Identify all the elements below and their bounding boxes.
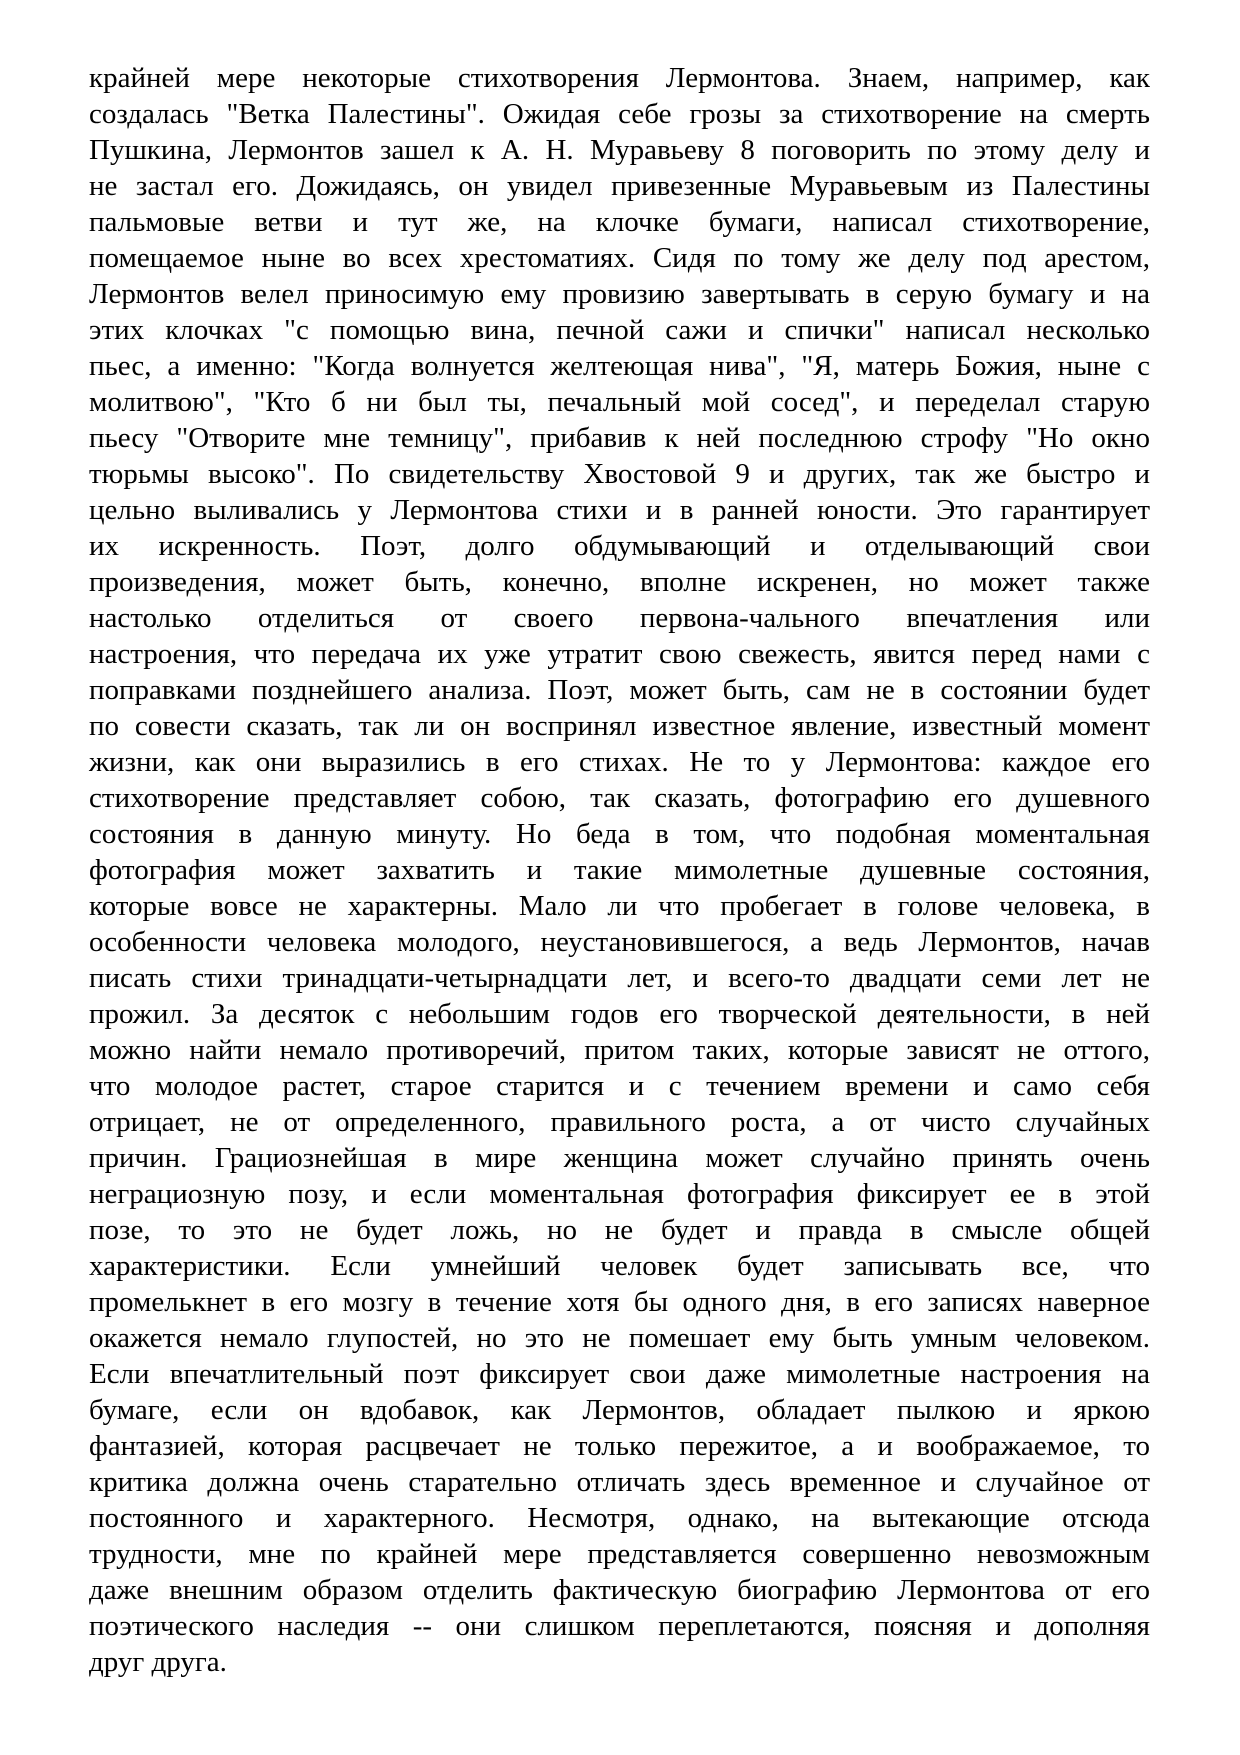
text-line-13: цельно выливались у Лермонтова стихи и в ранней юности. Это гарантирует [89,494,1150,526]
text-line-44: поэтического наследия -- они слишком переплетаются, поясняя и дополняя [89,1610,1150,1642]
text-line-5: пальмовые ветви и тут же, на клочке бумаги, написал стихотворение, [89,206,1150,238]
text-line-9: пьес, а именно: "Когда волнуется желтеющая нива", "Я, матерь Божия, ныне с [89,350,1150,382]
text-line-29: что молодое растет, старое старится и с течением времени и само себя [89,1070,1150,1102]
text-line-22: состояния в данную минуту. Но беда в том, что подобная моментальная [89,818,1150,850]
text-line-8: этих клочках "с помощью вина, печной сажи и спички" написал несколько [89,314,1150,346]
text-line-12: тюрьмы высоко". По свидетельству Хвостовой 9 и других, так же быстро и [89,458,1150,490]
text-line-14: их искренность. Поэт, долго обдумывающий и отделывающий свои [89,530,1150,562]
document-page [89,60,1150,1680]
text-line-23: фотография может захватить и такие мимолетные душевные состояния, [89,854,1150,886]
text-line-18: поправками позднейшего анализа. Поэт, может быть, сам не в состоянии будет [89,674,1150,706]
text-line-43: даже внешним образом отделить фактическую биографию Лермонтова от его [89,1574,1150,1606]
text-line-1: крайней мере некоторые стихотворения Лермонтова. Знаем, например, как [89,62,1150,94]
text-line-3: Пушкина, Лермонтов зашел к А. Н. Муравьеву 8 поговорить по этому делу и [89,134,1150,166]
text-line-30: отрицает, не от определенного, правильного роста, а от чисто случайных [89,1106,1150,1138]
text-line-17: настроения, что передача их уже утратит свою свежесть, явится перед нами с [89,638,1150,670]
text-line-26: писать стихи тринадцати-четырнадцати лет, и всего-то двадцати семи лет не [89,962,1150,994]
text-line-15: произведения, может быть, конечно, вполне искренен, но может также [89,566,1150,598]
text-line-7: Лермонтов велел приносимую ему провизию завертывать в серую бумагу и на [89,278,1150,310]
text-line-19: по совести сказать, так ли он воспринял известное явление, известный момент [89,710,1150,742]
text-line-16: настолько отделиться от своего первона-чального впечатления или [89,602,1150,634]
text-line-6: помещаемое ныне во всех хрестоматиях. Сидя по тому же делу под арестом, [89,242,1150,274]
text-line-35: промелькнет в его мозгу в течение хотя бы одного дня, в его записях наверное [89,1286,1150,1318]
text-line-32: неграциозную позу, и если моментальная фотография фиксирует ее в этой [89,1178,1150,1210]
text-line-37: Если впечатлительный поэт фиксирует свои даже мимолетные настроения на [89,1358,1150,1390]
text-line-21: стихотворение представляет собою, так сказать, фотографию его душевного [89,782,1150,814]
text-line-33: позе, то это не будет ложь, но не будет и правда в смысле общей [89,1214,1150,1246]
text-line-45: друг друга. [89,1646,227,1678]
text-line-27: прожил. За десяток с небольшим годов его творческой деятельности, в ней [89,998,1150,1030]
text-line-11: пьесу "Отворите мне темницу", прибавив к ней последнюю строфу "Но окно [89,422,1150,454]
text-line-10: молитвою", "Кто б ни был ты, печальный мой сосед", и переделал старую [89,386,1150,418]
text-line-20: жизни, как они выразились в его стихах. Не то у Лермонтова: каждое его [89,746,1150,778]
text-line-34: характеристики. Если умнейший человек будет записывать все, что [89,1250,1150,1282]
text-line-40: критика должна очень старательно отличать здесь временное и случайное от [89,1466,1150,1498]
text-line-25: особенности человека молодого, неустановившегося, а ведь Лермонтов, начав [89,926,1150,958]
text-line-38: бумаге, если он вдобавок, как Лермонтов, обладает пылкою и яркою [89,1394,1150,1426]
text-line-4: не застал его. Дожидаясь, он увидел привезенные Муравьевым из Палестины [89,170,1150,202]
text-line-42: трудности, мне по крайней мере представляется совершенно невозможным [89,1538,1150,1570]
text-line-41: постоянного и характерного. Несмотря, однако, на вытекающие отсюда [89,1502,1150,1534]
text-line-31: причин. Грациознейшая в мире женщина может случайно принять очень [89,1142,1150,1174]
text-line-24: которые вовсе не характерны. Мало ли что пробегает в голове человека, в [89,890,1150,922]
text-line-36: окажется немало глупостей, но это не помешает ему быть умным человеком. [89,1322,1150,1354]
text-line-2: создалась "Ветка Палестины". Ожидая себе грозы за стихотворение на смерть [89,98,1150,130]
text-line-28: можно найти немало противоречий, притом таких, которые зависят не оттого, [89,1034,1150,1066]
text-line-39: фантазией, которая расцвечает не только пережитое, а и воображаемое, то [89,1430,1150,1462]
